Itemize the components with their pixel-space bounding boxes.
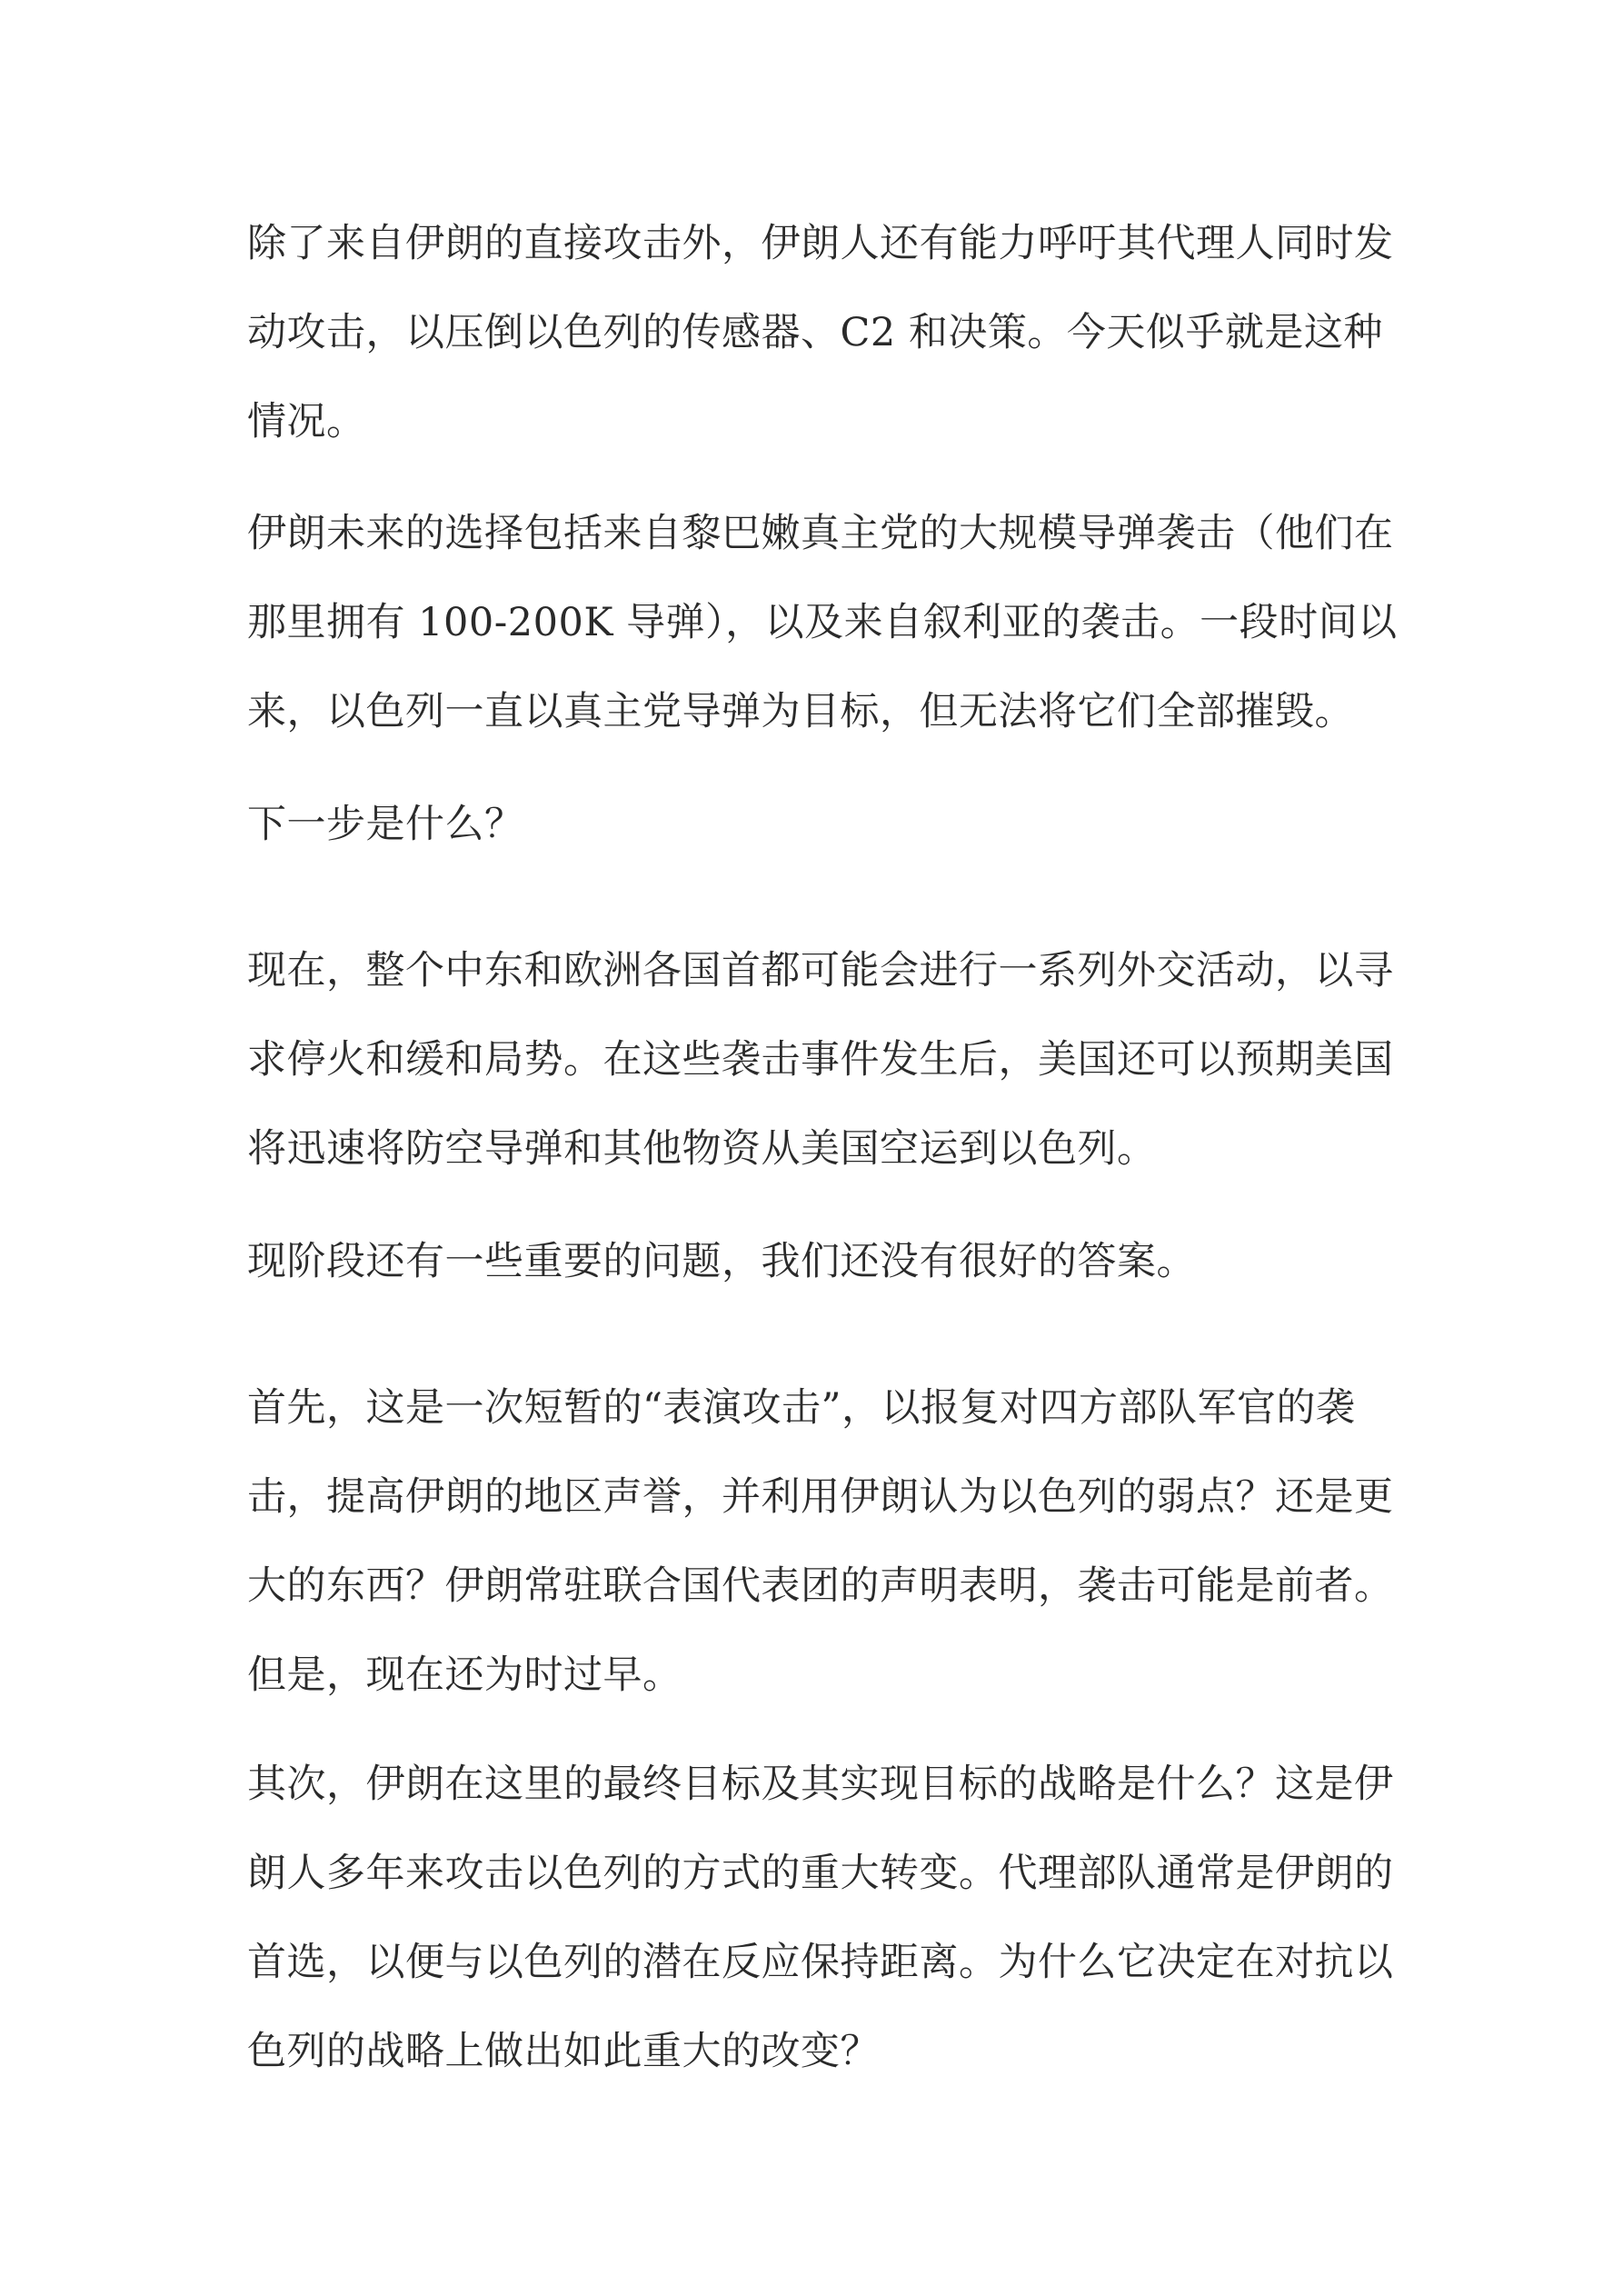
text-line: 伊朗未来的选择包括来自黎巴嫩真主党的大规模导弹袭击（他们在: [247, 511, 1394, 556]
text-line: 首选，以便与以色列的潜在反应保持距离。为什么它决定在对抗以: [247, 1940, 1394, 1985]
text-line: 首先，这是一次短暂的“表演攻击”，以报复对四方部队军官的袭: [247, 1385, 1356, 1431]
paragraph-diplomacy: [247, 926, 1394, 1193]
text-line: 但是，现在还为时过早。: [247, 1652, 682, 1698]
paragraph-second-question: [247, 1740, 1394, 2096]
text-line: 击，提高伊朗的地区声誉，并利用伊朗认为以色列的弱点？还是更: [247, 1474, 1394, 1520]
text-line: 现阶段还有一些重要的问题，我们还没有很好的答案。: [247, 1239, 1196, 1284]
paragraph-first-question: [247, 1363, 1394, 1720]
text-line: 动攻击，以压倒以色列的传感器、C2 和决策。今天似乎就是这种: [247, 310, 1383, 355]
text-line: 除了来自伊朗的直接攻击外，伊朗人还有能力呼吁其代理人同时发: [247, 221, 1394, 266]
text-line: 下一步是什么？: [247, 802, 524, 847]
text-line: 求停火和缓和局势。在这些袭击事件发生后，美国还可以预期美国: [247, 1037, 1394, 1083]
text-line: 情况。: [247, 399, 366, 444]
paragraph-open-questions: [247, 1217, 1383, 1306]
text-line: 色列的战略上做出如此重大的改变？: [247, 2029, 880, 2074]
paragraph-future-options: [247, 489, 1398, 756]
text-line: 现在，整个中东和欧洲各国首都可能会进行一系列外交活动，以寻: [247, 948, 1394, 993]
paragraph-direct-attack: [247, 199, 1394, 466]
text-line: 来，以色列一直以真主党导弹为目标，但无法将它们全部摧毁。: [247, 689, 1354, 734]
text-line: 大的东西？伊朗常驻联合国代表团的声明表明，袭击可能是前者。: [247, 1563, 1394, 1609]
section-heading-next-step: [247, 780, 1383, 869]
text-line: 将迅速将防空导弹和其他物资从美国空运到以色列。: [247, 1126, 1157, 1172]
text-line: 朗人多年来攻击以色列的方式的重大转变。代理部队通常是伊朗的: [247, 1851, 1394, 1896]
text-line: 其次，伊朗在这里的最终目标及其实现目标的战略是什么？这是伊: [247, 1762, 1394, 1807]
text-line: 那里拥有 100-200K 导弹），以及来自叙利亚的袭击。一段时间以: [247, 600, 1398, 645]
